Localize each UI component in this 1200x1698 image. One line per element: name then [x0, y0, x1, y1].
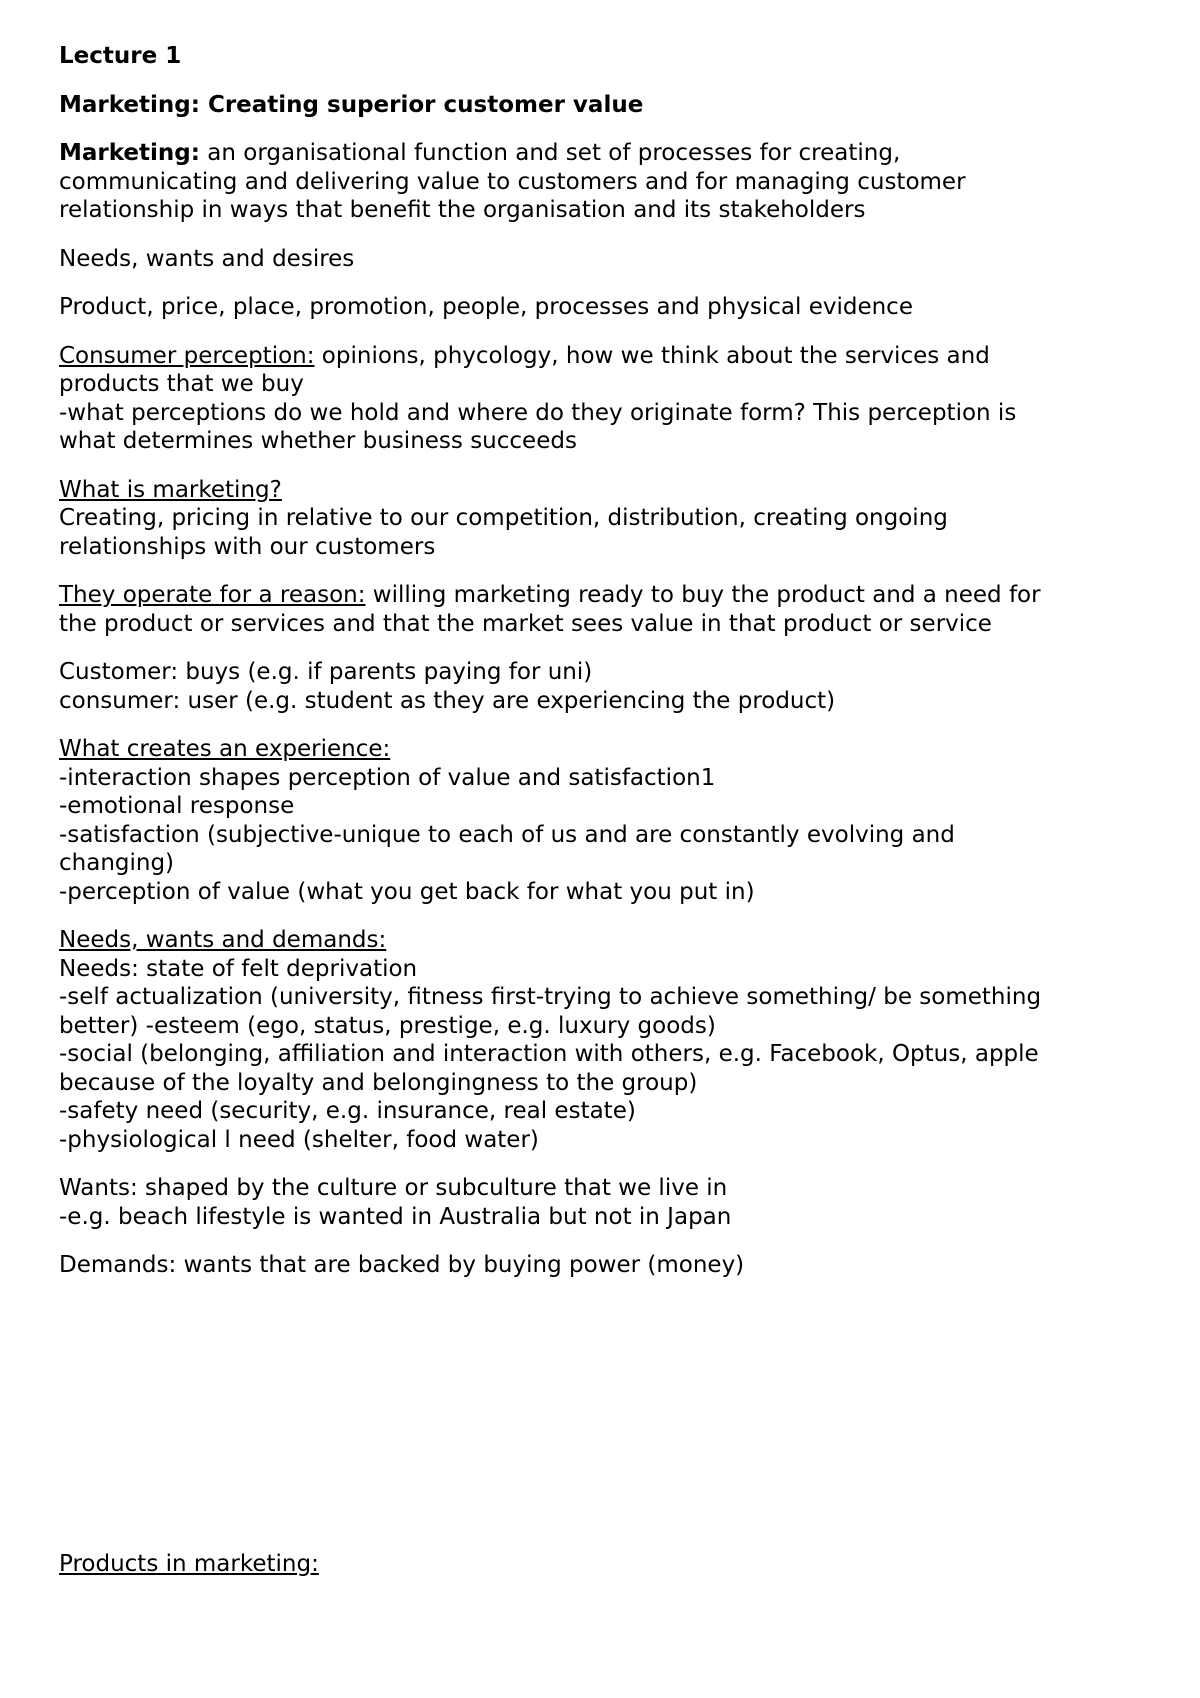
demands-line: Demands: wants that are backed by buying power (money)	[59, 1252, 745, 1278]
operate-line: the product or services and that the market sees value in that product or service	[59, 610, 992, 637]
needs-line: Needs: state of felt deprivation	[59, 955, 418, 982]
experience-line: changing)	[59, 850, 175, 876]
needs-line: -self actualization (university, fitness first-trying to achieve something/ be something	[59, 984, 1042, 1010]
customer-consumer-section	[59, 658, 1119, 715]
needs-line: -social (belonging, affiliation and interaction with others, e.g. Facebook, Optus, apple	[59, 1041, 1039, 1067]
marketing-definition	[59, 139, 1119, 225]
document-body	[59, 42, 1119, 1598]
what-is-marketing-label: What is marketing?	[59, 476, 282, 503]
lecture-title: Lecture 1	[59, 43, 182, 69]
consumer-perception-section	[59, 342, 1119, 456]
consumer-perception-line: what determines whether business succeeds	[59, 428, 577, 454]
needs-line: better) -esteem (ego, status, prestige, e.g. luxury goods)	[59, 1012, 716, 1039]
needs-wants-demands-label: Needs, wants and demands:	[59, 927, 387, 953]
consumer-perception-line: products that we buy	[59, 371, 304, 397]
needs-line: because of the loyalty and belongingness to the group)	[59, 1069, 698, 1096]
customer-line: Customer: buys (e.g. if parents paying for uni)	[59, 659, 593, 685]
document-heading: Marketing: Creating superior customer value	[59, 91, 644, 118]
experience-label: What creates an experience:	[59, 736, 391, 762]
experience-line: -interaction shapes perception of value and satisfaction1	[59, 764, 716, 791]
definition-line-2: communicating and delivering value to customers and for managing customer	[59, 168, 966, 195]
operate-text: willing marketing ready to buy the product and a need for	[365, 582, 1041, 608]
what-is-marketing-line: relationships with our customers	[59, 533, 436, 560]
operate-label: They operate for a reason:	[59, 582, 366, 608]
needs-wants-demands-section	[59, 926, 1119, 1154]
products-in-marketing-label: Products in marketing:	[59, 1550, 319, 1577]
needs-wants-desires: Needs, wants and desires	[59, 245, 355, 272]
definition-line-3: relationship in ways that benefit the organisation and its stakeholders	[59, 197, 866, 223]
needs-line: -safety need (security, e.g. insurance, real estate)	[59, 1098, 636, 1124]
consumer-perception-line: -what perceptions do we hold and where do they originate form? This perception is	[59, 399, 1017, 426]
experience-line: -satisfaction (subjective-unique to each of us and are constantly evolving and	[59, 821, 955, 848]
marketing-mix-line: Product, price, place, promotion, people, processes and physical evidence	[59, 294, 913, 320]
what-is-marketing-line: Creating, pricing in relative to our competition, distribution, creating ongoing	[59, 505, 948, 531]
experience-line: -emotional response	[59, 793, 295, 819]
wants-line: -e.g. beach lifestyle is wanted in Australia but not in Japan	[59, 1203, 732, 1230]
operate-section	[59, 581, 1119, 638]
definition-line-1: an organisational function and set of processes for creating,	[199, 140, 901, 166]
wants-line: Wants: shaped by the culture or subculture that we live in	[59, 1175, 728, 1201]
blank-space	[59, 1300, 1119, 1550]
definition-term: Marketing:	[59, 140, 200, 166]
consumer-perception-text: opinions, phycology, how we think about the services and	[314, 342, 990, 369]
experience-line: -perception of value (what you get back for what you put in)	[59, 878, 755, 905]
needs-line: -physiological l need (shelter, food water)	[59, 1126, 539, 1153]
consumer-line: consumer: user (e.g. student as they are experiencing the product)	[59, 687, 836, 714]
wants-section	[59, 1174, 1119, 1231]
consumer-perception-label: Consumer perception:	[59, 342, 315, 369]
what-is-marketing-section	[59, 476, 1119, 562]
experience-section	[59, 735, 1119, 906]
